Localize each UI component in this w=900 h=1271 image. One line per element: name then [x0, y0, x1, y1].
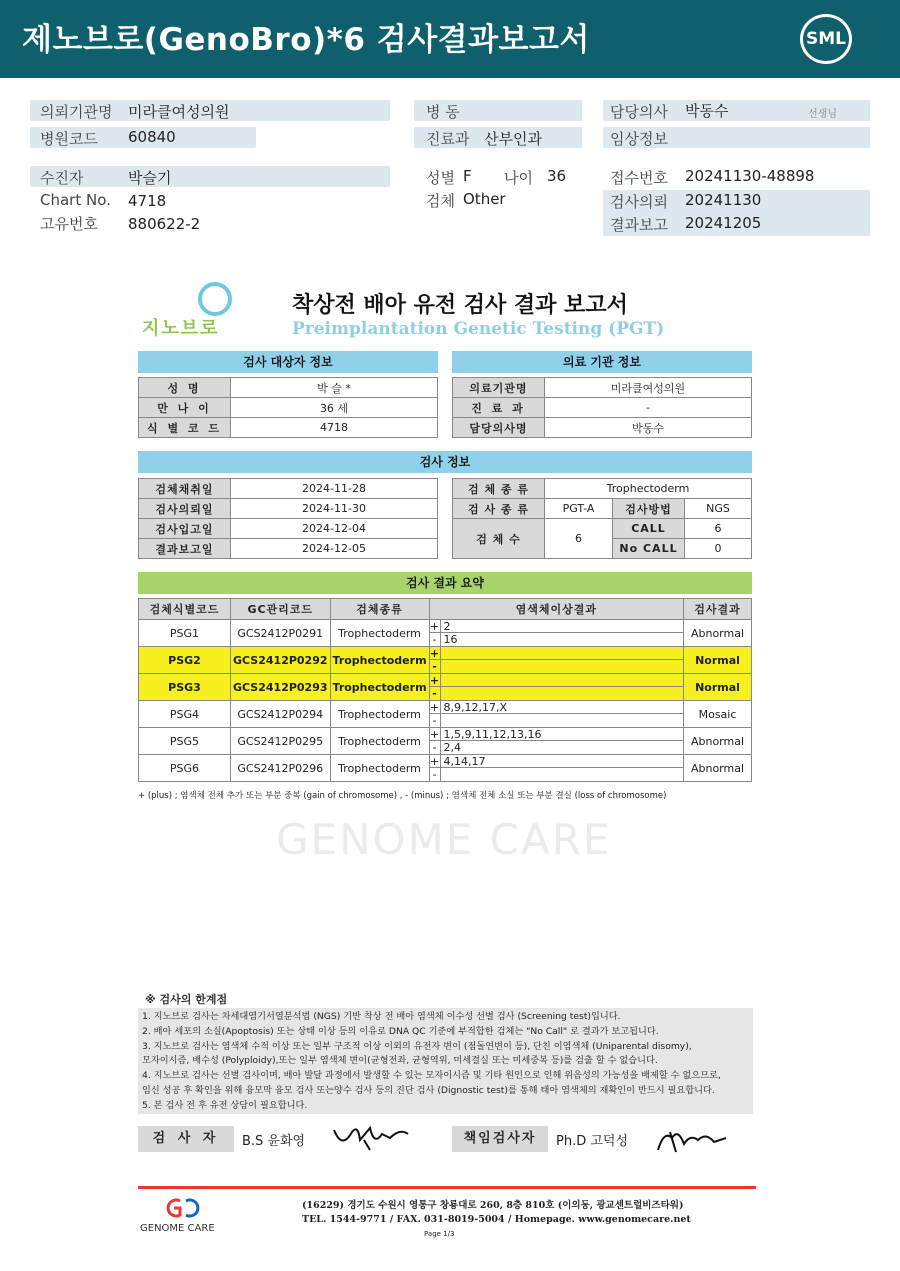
summary-header-row: 검체식별코드 GC관리코드 검체종류 염색체이상결과 검사결과: [139, 599, 752, 620]
responsible-signature: [650, 1120, 732, 1156]
genome-care-logo: GENOME CARE: [140, 1197, 230, 1237]
sex-label: 성별: [426, 169, 455, 187]
specimen-label: 검체: [426, 192, 455, 210]
facility-row: 진 료 과 -: [453, 398, 752, 418]
chart-label: Chart No.: [40, 191, 111, 209]
tester-signature: [330, 1120, 412, 1156]
chromosome-result: + 8,9,12,17,X -: [429, 701, 683, 728]
genobro-logo: 지노브로: [140, 282, 250, 338]
limits-line: 2. 배아 세포의 소실(Apoptosis) 또는 상태 이상 등의 이유로 DNA QC 기준에 부적합한 검체는 "No Call" 로 결과가 보고됩니다.: [142, 1025, 659, 1037]
unique-value: 880622-2: [128, 215, 201, 233]
method-value: NGS: [685, 499, 752, 519]
doctor-value: 박동수: [685, 102, 729, 120]
count-value: 6: [545, 519, 613, 559]
doctor-suffix: 선생님: [808, 109, 837, 120]
test-specimen-table: [452, 478, 752, 559]
method-label: 검사방법: [613, 499, 685, 519]
genome-care-icon: [162, 1197, 202, 1219]
summary-row: PSG1 GCS2412P0291 Trophectoderm + 2 - 16 Abnormal: [139, 620, 752, 647]
test-type-label: 검 사 종 류: [453, 499, 545, 519]
chart-value: 4718: [128, 192, 167, 210]
specimen-type-value: Trophectoderm: [545, 479, 752, 499]
test-date-row: 검체채취일 2024-11-28: [139, 479, 438, 499]
hospital-code-value: 60840: [128, 128, 176, 146]
limits-line: 3. 지노브로 검사는 염색체 수적 이상 또는 일부 구조적 이상 이외의 유전자 변이 (점돌연변이 등), 단친 이염색체 (Uniparental disomy),: [142, 1040, 692, 1052]
facility-row: 의료기관명 미라클여성의원: [453, 378, 752, 398]
watermark: GENOME CARE: [276, 815, 612, 864]
call-value: 6: [685, 519, 752, 539]
report-subtitle: Preimplantation Genetic Testing (PGT): [292, 319, 665, 339]
chromosome-result: + -: [429, 674, 683, 701]
facility-section-header: 의료 기관 정보: [452, 351, 752, 373]
footer-address: (16229) 경기도 수원시 영통구 창룡대로 260, 8층 810호 (이의동, 광교센트럴비즈타워) TEL. 1544-9771 / FAX. 031-8019-5004 / Homepage. www.genomecare.net: [302, 1200, 691, 1225]
clinical-label: 임상정보: [610, 130, 668, 148]
summary-footnote: + (plus) ; 염색체 전체 추가 또는 부분 중복 (gain of chromosome) , - (minus) ; 염색체 전체 소실 또는 부분 결실 (loss of chromosome): [138, 791, 667, 801]
footer-divider: [138, 1186, 756, 1189]
summary-section-header: 검사 결과 요약: [138, 572, 752, 594]
summary-row: PSG5 GCS2412P0295 Trophectoderm + 1,5,9,11,12,13,16 - 2,4 Abnormal: [139, 728, 752, 755]
receipt-value: 20241130-48898: [685, 167, 815, 185]
unique-label: 고유번호: [40, 215, 98, 233]
facility-row: 담당의사명 박동수: [453, 418, 752, 438]
summary-row: PSG6 GCS2412P0296 Trophectoderm + 4,14,17 - Abnormal: [139, 755, 752, 782]
chromosome-result: + -: [429, 647, 683, 674]
count-label: 검 체 수: [453, 519, 545, 559]
chromosome-result: + 4,14,17 -: [429, 755, 683, 782]
sex-value: F: [463, 167, 472, 185]
subject-row: 식 별 코 드 4718: [139, 418, 438, 438]
doctor-label: 담당의사: [610, 103, 668, 121]
limits-line: 5. 본 검사 전 후 유전 상담이 필요합니다.: [142, 1099, 308, 1111]
nocall-label: No CALL: [613, 539, 685, 559]
institution-value: 미라클여성의원: [128, 103, 230, 121]
limits-line: 모자이시즘, 배수성 (Polyploidy),또는 일부 염색체 변이(균형전좌, 균형역위, 미세결실 또는 미세중복 등)를 검출 할 수 없습니다.: [142, 1055, 658, 1067]
test-date-row: 검사의뢰일 2024-11-30: [139, 499, 438, 519]
page-number: Page 1/3: [424, 1230, 455, 1238]
test-info-section-header: 검사 정보: [138, 451, 752, 473]
institution-label: 의뢰기관명: [40, 103, 113, 121]
dna-circle-icon: [198, 282, 232, 316]
dept-value: 산부인과: [484, 130, 542, 148]
responsible-label: 책임검사자: [452, 1126, 548, 1152]
subject-row: 성 명 박 슬 *: [139, 378, 438, 398]
dept-label: 진료과: [426, 130, 470, 148]
hospital-code-label: 병원코드: [40, 130, 98, 148]
patient-label: 수진자: [40, 169, 84, 187]
limits-box: [138, 1008, 753, 1114]
subject-section-header: 검사 대상자 정보: [138, 351, 438, 373]
report-label: 결과보고: [610, 216, 668, 234]
specimen-value: Other: [463, 190, 506, 208]
limits-title: ※ 검사의 한계점: [145, 993, 228, 1006]
tester-name: B.S 윤화영: [242, 1134, 306, 1149]
nocall-value: 0: [685, 539, 752, 559]
report-title: 착상전 배아 유전 검사 결과 보고서: [292, 293, 628, 318]
test-dates-table: [138, 478, 438, 559]
facility-table: [452, 377, 752, 438]
page-title: 제노브로(GenoBro)*6 검사결과보고서: [22, 22, 590, 58]
request-label: 검사의뢰: [610, 193, 668, 211]
receipt-label: 접수번호: [610, 169, 668, 187]
patient-bg: [30, 166, 390, 187]
request-value: 20241130: [685, 191, 762, 209]
limits-line: 1. 지노브로 검사는 차세대염기서열분석법 (NGS) 기반 착상 전 배아 염색체 이수성 선별 검사 (Screening test)입니다.: [142, 1011, 621, 1022]
ward-label: 병 동: [426, 103, 460, 121]
summary-row: PSG3 GCS2412P0293 Trophectoderm + - Normal: [139, 674, 752, 701]
age-label: 나이: [504, 169, 533, 187]
responsible-name: Ph.D 고덕성: [556, 1134, 629, 1149]
summary-row: PSG4 GCS2412P0294 Trophectoderm + 8,9,12,17,X - Mosaic: [139, 701, 752, 728]
test-date-row: 결과보고일 2024-12-05: [139, 539, 438, 559]
test-type-value: PGT-A: [545, 499, 613, 519]
chromosome-result: + 2 - 16: [429, 620, 683, 647]
report-header: [0, 0, 900, 78]
test-date-row: 검사입고일 2024-12-04: [139, 519, 438, 539]
tester-label: 검 사 자: [138, 1126, 234, 1152]
limits-line: 임신 성공 후 확인을 위해 융모막 융모 검사 또는양수 검사 등의 진단 검사 (Dignostic test)를 통해 태아 염색체의 재확인이 반드시 필요합니다.: [142, 1084, 715, 1096]
call-label: CALL: [613, 519, 685, 539]
limits-line: 4. 지노브로 검사는 선별 검사이며, 배아 발달 과정에서 발생할 수 있는 모자이시즘 및 기타 원인으로 인해 위음성의 가능성을 배제할 수 없으므로,: [142, 1070, 721, 1082]
chromosome-result: + 1,5,9,11,12,13,16 - 2,4: [429, 728, 683, 755]
summary-row: PSG2 GCS2412P0292 Trophectoderm + - Normal: [139, 647, 752, 674]
report-value: 20241205: [685, 214, 762, 232]
subject-row: 만 나 이 36 세: [139, 398, 438, 418]
specimen-type-label: 검 체 종 류: [453, 479, 545, 499]
patient-value: 박슬기: [128, 169, 172, 187]
summary-table: [138, 598, 752, 782]
subject-table: [138, 377, 438, 438]
age-value: 36: [547, 167, 567, 185]
sml-logo: SML: [800, 14, 852, 64]
